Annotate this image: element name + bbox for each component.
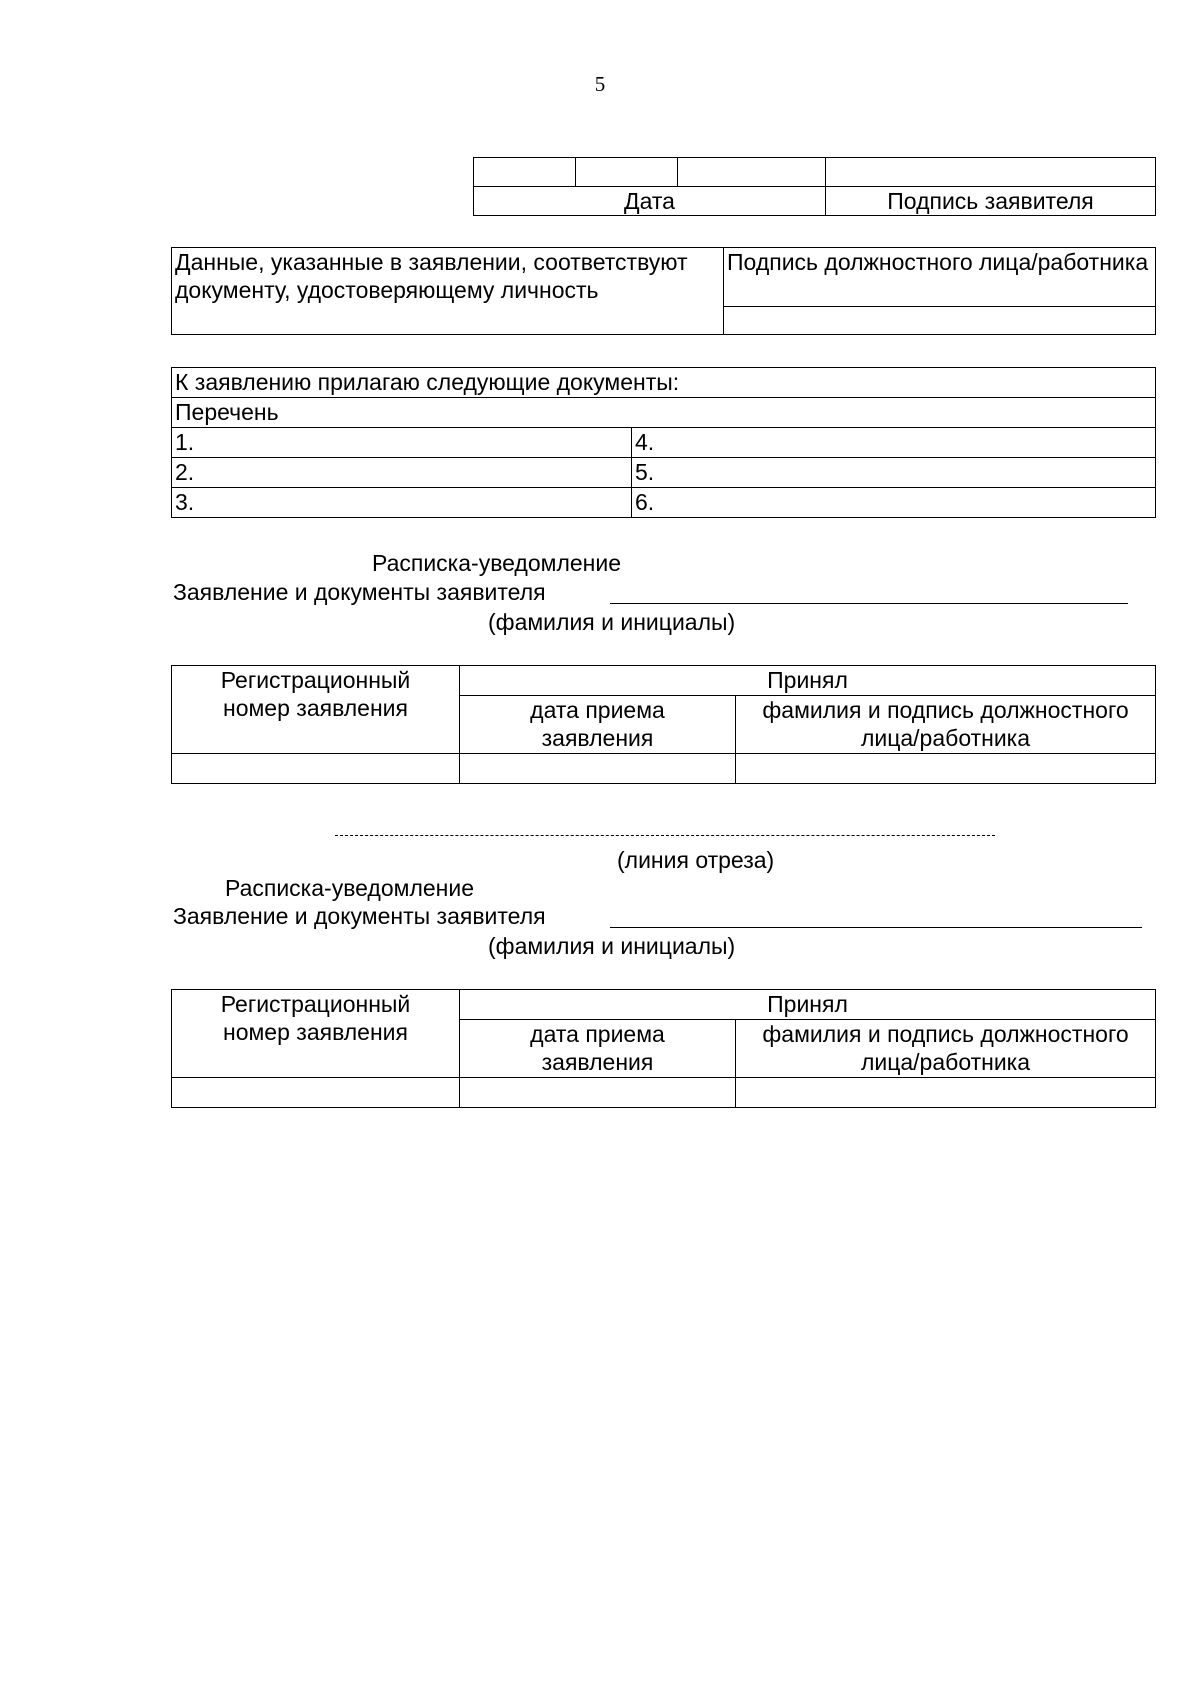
cut-line [335, 835, 995, 836]
receipt1-name-sign-cell[interactable] [736, 754, 1156, 784]
receipt2-caption: (фамилия и инициалы) [488, 933, 736, 959]
date-day-cell[interactable] [474, 158, 576, 187]
receipt2-name-sign-header: фамилия и подпись должностного лица/работника [736, 1020, 1156, 1078]
receipt2-applicant-name-field[interactable] [610, 927, 1142, 928]
receipt2-accepted-header: Принял [460, 990, 1156, 1020]
page-number: 5 [594, 72, 606, 96]
receipt1-caption: (фамилия и инициалы) [488, 609, 736, 635]
attachment-item-5[interactable]: 5. [632, 458, 1156, 488]
receipt1-name-sign-header: фамилия и подпись должностного лица/работника [736, 696, 1156, 754]
attachments-heading: К заявлению прилагаю следующие документы: [172, 368, 1156, 398]
date-year-cell[interactable] [678, 158, 826, 187]
receipt2-title: Расписка-уведомление [225, 875, 475, 901]
attachment-item-4[interactable]: 4. [632, 428, 1156, 458]
receipt1-date-cell[interactable] [460, 754, 736, 784]
receipt2-date-header: дата приема заявления [460, 1020, 736, 1078]
receipt1-line-label: Заявление и документы заявителя [173, 579, 546, 605]
receipt2-reg-number-cell[interactable] [172, 1078, 460, 1108]
receipt1-accepted-header: Принял [460, 666, 1156, 696]
attachment-item-2[interactable]: 2. [172, 458, 632, 488]
verification-statement: Данные, указанные в заявлении, соответствуют документу, удостоверяющему личность [172, 248, 724, 335]
receipt1-applicant-name-field[interactable] [610, 603, 1128, 604]
official-signature-cell[interactable] [724, 307, 1156, 335]
date-signature-table [473, 157, 1156, 216]
applicant-signature-label: Подпись заявителя [826, 187, 1156, 216]
receipt2-name-sign-cell[interactable] [736, 1078, 1156, 1108]
attachment-item-1[interactable]: 1. [172, 428, 632, 458]
attachments-table [171, 367, 1156, 518]
official-signature-label: Подпись должностного лица/работника [724, 248, 1156, 307]
receipt1-reg-number-cell[interactable] [172, 754, 460, 784]
date-label: Дата [474, 187, 826, 216]
receipt2-date-cell[interactable] [460, 1078, 736, 1108]
receipt1-table [171, 665, 1156, 784]
verification-table [171, 247, 1156, 335]
cut-line-label: (линия отреза) [617, 847, 775, 873]
receipt2-line-label: Заявление и документы заявителя [173, 903, 546, 929]
applicant-signature-cell[interactable] [826, 158, 1156, 187]
receipt2-table [171, 989, 1156, 1108]
date-month-cell[interactable] [576, 158, 678, 187]
receipt1-title: Расписка-уведомление [372, 550, 622, 576]
attachments-list-label: Перечень [172, 398, 1156, 428]
receipt2-reg-number-header: Регистрационный номер заявления [172, 990, 460, 1078]
receipt1-date-header: дата приема заявления [460, 696, 736, 754]
receipt1-reg-number-header: Регистрационный номер заявления [172, 666, 460, 754]
attachment-item-6[interactable]: 6. [632, 488, 1156, 518]
attachment-item-3[interactable]: 3. [172, 488, 632, 518]
